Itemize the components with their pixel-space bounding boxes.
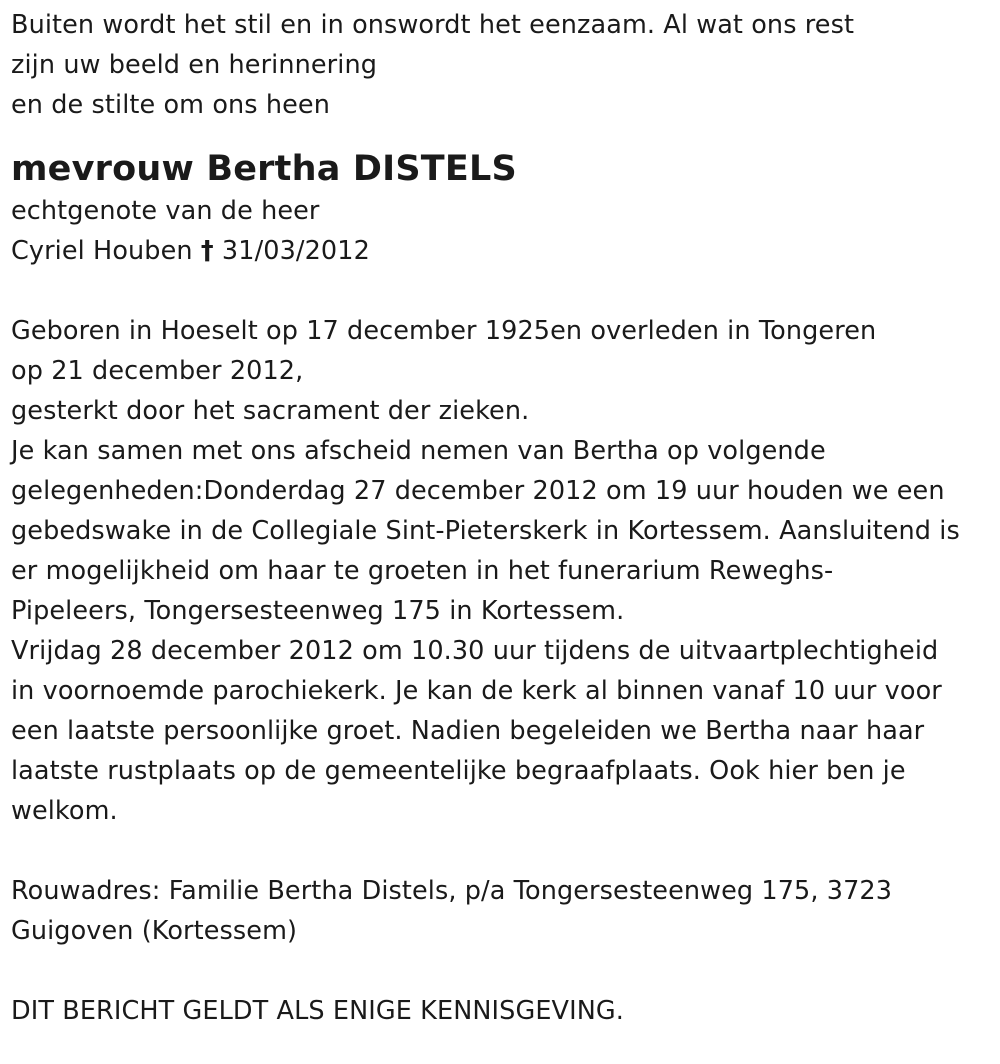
body-line: Geboren in Hoeselt op 17 december 1925en overleden in Tongeren <box>11 316 877 346</box>
body-line: op 21 december 2012, <box>11 356 304 386</box>
spacer <box>11 951 996 991</box>
body-line: gesterkt door het sacrament der zieken. <box>11 396 530 426</box>
body-line: Vrijdag 28 december 2012 om 10.30 uur tijdens de uitvaartplechtigheid <box>11 636 939 666</box>
deceased-name: mevrouw Bertha DISTELS <box>11 149 517 189</box>
spacer <box>11 831 996 871</box>
body-line: Pipeleers, Tongersesteenweg 175 in Kortessem. <box>11 596 625 626</box>
body-line: Je kan samen met ons afscheid nemen van Bertha op volgende <box>11 436 826 466</box>
obituary-document <box>11 0 996 1031</box>
body-line: welkom. <box>11 796 118 826</box>
spouse-line <box>11 231 996 271</box>
address-line: Guigoven (Kortessem) <box>11 916 298 946</box>
spouse-death-date: 31/03/2012 <box>221 236 370 266</box>
address-line: Rouwadres: Familie Bertha Distels, p/a Tongersesteenweg 175, 3723 <box>11 876 893 906</box>
notice-text: DIT BERICHT GELDT ALS ENIGE KENNISGEVING. <box>11 996 624 1026</box>
body-line: gelegenheden:Donderdag 27 december 2012 om 19 uur houden we een <box>11 476 945 506</box>
cross-icon: † <box>200 236 214 266</box>
body-text <box>11 311 996 831</box>
body-line: er mogelijkheid om haar te groeten in het funerarium Reweghs- <box>11 556 834 586</box>
body-line: gebedswake in de Collegiale Sint-Pieterskerk in Kortessem. Aansluitend is <box>11 516 960 546</box>
poem-line: Buiten wordt het stil en in onswordt het eenzaam. Al wat ons rest <box>11 10 855 40</box>
mourning-address <box>11 871 996 951</box>
body-line: in voornoemde parochiekerk. Je kan de kerk al binnen vanaf 10 uur voor <box>11 676 942 706</box>
poem-line: zijn uw beeld en herinnering <box>11 50 377 80</box>
poem <box>11 0 996 125</box>
poem-line: en de stilte om ons heen <box>11 90 330 120</box>
spouse-intro: echtgenote van de heer <box>11 196 320 226</box>
body-line: een laatste persoonlijke groet. Nadien begeleiden we Bertha naar haar <box>11 716 925 746</box>
spacer <box>11 271 996 311</box>
body-line: laatste rustplaats op de gemeentelijke begraafplaats. Ook hier ben je <box>11 756 906 786</box>
spouse-name: Cyriel Houben <box>11 236 193 266</box>
